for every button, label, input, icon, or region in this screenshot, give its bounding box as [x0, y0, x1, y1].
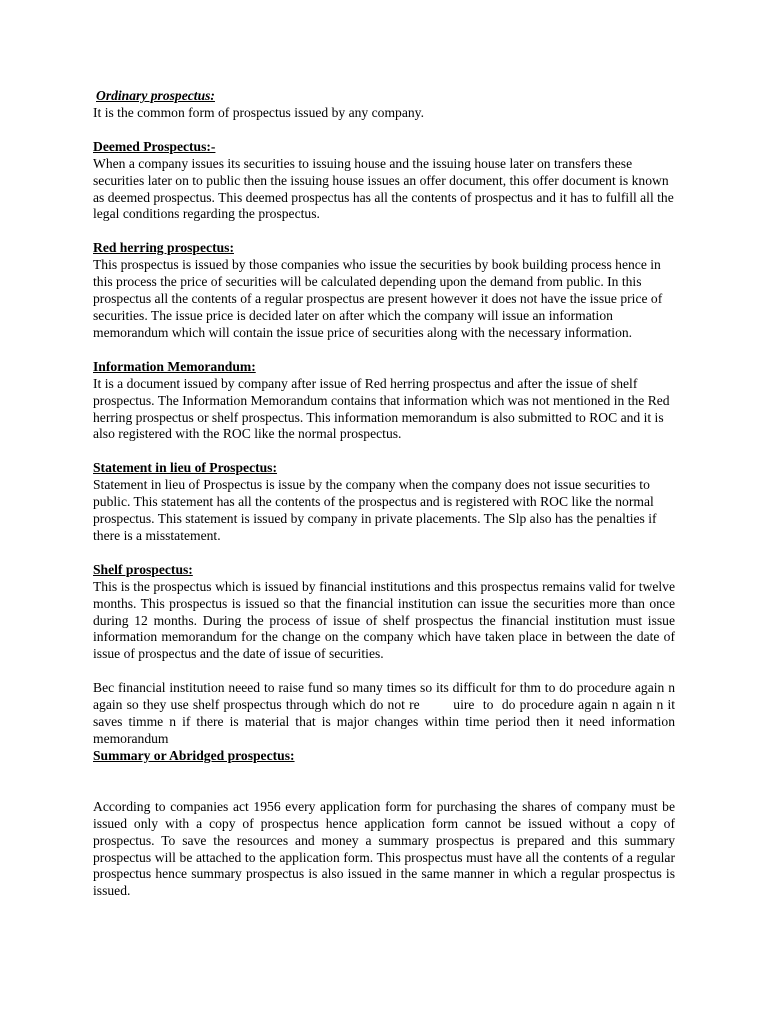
section-shelf-prospectus	[93, 561, 679, 748]
body-statement-in-lieu: Statement in lieu of Prospectus is issue by the company when the company does not issue securities to public. This statement has all the contents of the prospectus and is registered with ROC like the normal prospectus. This statement is issued by company in private placements. The Slp also has the penalties if there is a misstatement.	[93, 477, 657, 543]
section-red-herring-prospectus	[93, 240, 675, 341]
heading-deemed-prospectus: Deemed Prospectus:-	[93, 138, 216, 154]
note-shelf-prospectus: Bec financial institution neeed to raise fund so many times so its difficult for thm to do procedure again n again so they use shelf prospectus through which do not re uire to do procedure again n again n it saves timme n if there is material that is major changes within time period then it need information memorandum	[93, 680, 679, 746]
heading-shelf-prospectus: Shelf prospectus:	[93, 561, 193, 577]
section-summary-prospectus	[93, 748, 675, 900]
body-red-herring-prospectus: This prospectus is issued by those companies who issue the securities by book building process hence in this process the price of securities will be calculated depending upon the demand from public. In this prospectus all the contents of a regular prospectus are present however it does not have the issue price of securities. The issue price is decided later on after which the company will issue an information memorandum which will contain the issue price of securities along with the necessary information.	[93, 257, 663, 340]
body-summary-prospectus: According to companies act 1956 every application form for purchasing the shares of company must be issued only with a copy of prospectus hence application form cannot be issued without a copy of prospectus. To save the resources and money a summary prospectus is prepared and this summary prospectus will be attached to the application form. This prospectus must have all the contents of a regular prospectus hence summary prospectus is also issued in the same manner in which a regular prospectus is issued.	[93, 798, 675, 899]
body-deemed-prospectus: When a company issues its securities to issuing house and the issuing house later on transfers these securities later on to public then the issuing house issues an offer document, this offer document is known as deemed prospectus. This deemed prospectus has all the contents of prospectus and it has to fulfill all the legal conditions regarding the prospectus.	[93, 155, 674, 222]
heading-statement-in-lieu: Statement in lieu of Prospectus:	[93, 460, 278, 476]
heading-summary-prospectus: Summary or Abridged prospectus:	[93, 747, 295, 763]
section-deemed-prospectus	[93, 139, 675, 224]
heading-ordinary-prospectus: Ordinary prospectus:	[96, 88, 215, 103]
section-statement-in-lieu	[93, 460, 675, 545]
body-ordinary-prospectus: It is the common form of prospectus issued by any company.	[93, 104, 424, 120]
section-ordinary-prospectus	[93, 88, 675, 122]
body-information-memorandum: It is a document issued by company after issue of Red herring prospectus and after the issue of shelf prospectus. The Information Memorandum contains that information which was not mentioned in the Red herring prospectus or shelf prospectus. This information memorandum is also submitted to ROC and it is also registered with the ROC like the normal prospectus.	[93, 375, 670, 442]
section-information-memorandum	[93, 359, 675, 444]
heading-red-herring-prospectus: Red herring prospectus:	[93, 240, 234, 256]
body-shelf-prospectus: This is the prospectus which is issued by financial institutions and this prospectus remains valid for twelve months. This prospectus is issued so that the financial institution can issue the securities more than once during 12 months. During the process of issue of shelf prospectus the financial institution must issue information memorandum for the change on the company which have taken place in between the date of issue of prospectus and the date of issue of securities.	[93, 578, 675, 662]
document-page	[93, 88, 679, 900]
heading-information-memorandum: Information Memorandum:	[93, 358, 256, 374]
